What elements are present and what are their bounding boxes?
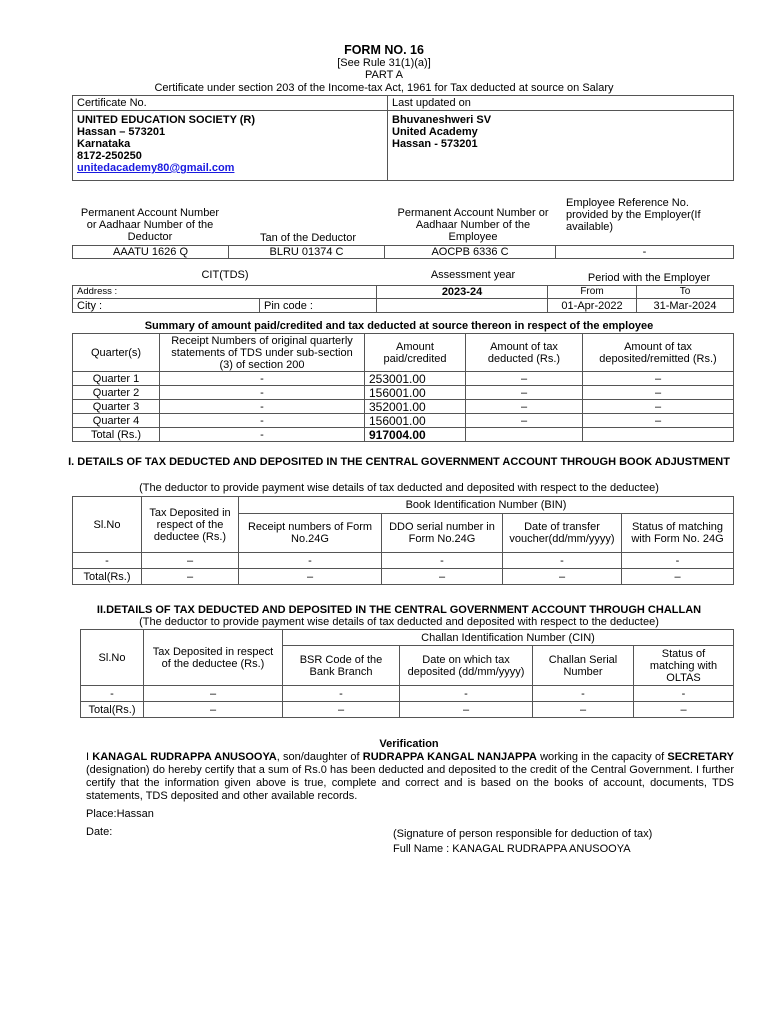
s2-header-cin: Challan Identification Number (CIN) [283,630,734,646]
table-row [73,400,734,414]
verifier-name: KANAGAL RUDRAPPA ANUSOOYA [92,751,277,763]
deposit-cell: – [583,386,734,400]
last-updated-label: Last updated on [388,96,734,111]
s1-cell: - [239,553,382,569]
s1-header-bin: Book Identification Number (BIN) [239,497,734,514]
total-row [73,428,734,442]
receipt-cell: - [160,386,365,400]
deductor-name: UNITED EDUCATION SOCIETY (R) [77,114,256,126]
table-row [73,372,734,386]
date-label: Date: [86,826,113,838]
quarter-cell: Quarter 3 [73,400,160,414]
s2-total-cell: Total(Rs.) [81,702,144,718]
verification-text: (designation) do hereby certify that a sum of Rs.0 has been deducted and deposited to the credit of the Central Government. I further certify that the information given above is true, complete and correct and is based on the books of account, documents, TDS statements, TDS deposited and other available records. [86,764,734,802]
summary-title: Summary of amount paid/credited and tax deducted at source thereon in respect of the employee [144,320,654,332]
s2-cell: - [81,686,144,702]
signature-note: (Signature of person responsible for deduction of tax) [393,828,653,840]
rule-reference: [See Rule 31(1)(a)] [337,57,431,69]
amount-cell: 156001.00 [365,414,466,428]
period-label: Period with the Employer [587,272,711,284]
s1-header-date: Date of transfer voucher(dd/mm/yyyy) [503,514,622,553]
certificate-title: Certificate under section 203 of the Income-tax Act, 1961 for Tax deducted at source on Salary [154,82,614,94]
city-label: City : [73,299,260,313]
s2-total-cell: – [283,702,400,718]
deposit-cell: – [583,372,734,386]
receipt-cell: - [160,372,365,386]
verification-paragraph [86,751,734,803]
section2-subtitle: (The deductor to provide payment wise details of tax deducted and deposited with respect to the deductee) [139,616,659,628]
s1-header-status: Status of matching with Form No. 24G [622,514,734,553]
amount-cell: 156001.00 [365,386,466,400]
table-row [73,414,734,428]
form-number: FORM NO. 16 [344,43,424,57]
cit-label: CIT(TDS) [201,269,249,281]
s2-header-date: Date on which tax deposited (dd/mm/yyyy) [400,646,533,686]
deductor-email-link[interactable]: unitedacademy80@gmail.com [77,162,235,174]
pin-code-label: Pin code : [260,299,377,313]
s1-cell: - [73,553,142,569]
s1-header-tax: Tax Deposited in respect of the deductee (Rs.) [142,497,239,553]
tax-cell: – [466,372,583,386]
summary-header-receipt: Receipt Numbers of original quarterly statements of TDS under sub-section (3) of section 200 [160,334,365,372]
section1-subtitle: (The deductor to provide payment wise details of tax deducted and deposited with respect to the deductee) [139,482,659,494]
total-amount: 917004.00 [365,428,466,442]
challan-table [80,629,734,718]
verifier-father-name: RUDRAPPA KANGAL NANJAPPA [362,751,537,763]
quarter-cell: Quarter 2 [73,386,160,400]
s2-header-status: Status of matching with OLTAS [634,646,734,686]
s2-cell: - [533,686,634,702]
s2-header-serial: Challan Serial Number [533,646,634,686]
s1-header-receipt: Receipt numbers of Form No.24G [239,514,382,553]
verification-text: working in the capacity of [536,751,668,763]
s2-total-cell: – [634,702,734,718]
quarter-cell: Quarter 4 [73,414,160,428]
tax-cell: – [466,414,583,428]
deductor-state: Karnataka [77,138,131,150]
period-to-value: 31-Mar-2024 [637,299,734,313]
place: Place:Hassan [86,808,154,820]
amount-cell: 352001.00 [365,400,466,414]
receipt-cell: - [160,400,365,414]
s2-header-bsr: BSR Code of the Bank Branch [283,646,400,686]
deductor-city: Hassan – 573201 [77,126,166,138]
pan-tan-values-table [72,245,734,259]
summary-table [72,333,734,442]
pan-deductor-value: AAATU 1626 Q [73,246,229,259]
deductor-details [73,111,388,181]
verification-text: I [86,751,93,763]
full-name: Full Name : KANAGAL RUDRAPPA ANUSOOYA [393,843,631,855]
total-row [73,569,734,585]
deposit-cell: – [583,400,734,414]
summary-header-tax-deducted: Amount of tax deducted (Rs.) [466,334,583,372]
assessment-year-label: Assessment year [430,269,516,281]
s1-total-cell: Total(Rs.) [73,569,142,585]
s1-total-cell: – [142,569,239,585]
address-label: Address : [73,286,377,299]
tax-cell: – [466,400,583,414]
s2-total-cell: – [400,702,533,718]
pan-deductor-label: Permanent Account Number or Aadhaar Number of the Deductor [80,207,220,243]
amount-cell: 253001.00 [365,372,466,386]
employee-details [388,111,734,181]
summary-header-tax-deposited: Amount of tax deposited/remitted (Rs.) [583,334,734,372]
total-receipt: - [160,428,365,442]
s2-cell: – [144,686,283,702]
period-from-value: 01-Apr-2022 [548,299,637,313]
part-label: PART A [365,69,403,81]
s1-total-cell: – [503,569,622,585]
emp-ref-label: Employee Reference No. provided by the Employer(If available) [566,197,701,233]
s1-cell: – [142,553,239,569]
s1-cell: - [382,553,503,569]
table-row [73,553,734,569]
total-row [81,702,734,718]
emp-ref-value: - [556,246,734,259]
certificate-no-label: Certificate No. [73,96,388,111]
table-row [73,386,734,400]
quarter-cell: Quarter 1 [73,372,160,386]
verification-text: , son/daughter of [276,751,363,763]
from-label: From [548,286,637,299]
summary-header-amount: Amount paid/credited [365,334,466,372]
s2-total-cell: – [533,702,634,718]
pan-employee-label: Permanent Account Number or Aadhaar Number of the Employee [397,207,549,243]
s1-header-slno: Sl.No [73,497,142,553]
s1-cell: - [622,553,734,569]
deductor-phone: 8172-250250 [77,150,142,162]
s2-cell: - [400,686,533,702]
total-tax [466,428,583,442]
employee-name: Bhuvaneshweri SV [392,114,492,126]
pan-employee-value: AOCPB 6336 C [385,246,556,259]
tax-cell: – [466,386,583,400]
s1-total-cell: – [382,569,503,585]
s2-cell: - [634,686,734,702]
s1-total-cell: – [622,569,734,585]
deductor-employee-table [72,95,734,181]
s2-cell: - [283,686,400,702]
total-deposit [583,428,734,442]
verifier-designation: SECRETARY [667,751,734,763]
blank-cell [377,299,548,313]
summary-header-quarter: Quarter(s) [73,334,160,372]
assessment-year-value: 2023-24 [377,286,548,299]
table-row [81,686,734,702]
receipt-cell: - [160,414,365,428]
s1-cell: - [503,553,622,569]
tan-value: BLRU 01374 C [229,246,385,259]
s2-total-cell: – [144,702,283,718]
s1-header-ddo: DDO serial number in Form No.24G [382,514,503,553]
s2-header-slno: Sl.No [81,630,144,686]
section2-title: II.DETAILS OF TAX DEDUCTED AND DEPOSITED IN THE CENTRAL GOVERNMENT ACCOUNT THROUGH CHALLAN [96,604,702,616]
employee-org: United Academy [392,126,478,138]
s2-header-tax: Tax Deposited in respect of the deductee (Rs.) [144,630,283,686]
section1-title: I. DETAILS OF TAX DEDUCTED AND DEPOSITED IN THE CENTRAL GOVERNMENT ACCOUNT THROUGH BOOK ADJUSTMENT [68,456,730,468]
tan-label: Tan of the Deductor [259,232,356,244]
to-label: To [637,286,734,299]
book-adjustment-table [72,496,734,585]
employee-city: Hassan - 573201 [392,138,478,150]
verification-title: Verification [379,738,439,750]
s1-total-cell: – [239,569,382,585]
deposit-cell: – [583,414,734,428]
cit-table [72,285,734,313]
total-label: Total (Rs.) [73,428,160,442]
